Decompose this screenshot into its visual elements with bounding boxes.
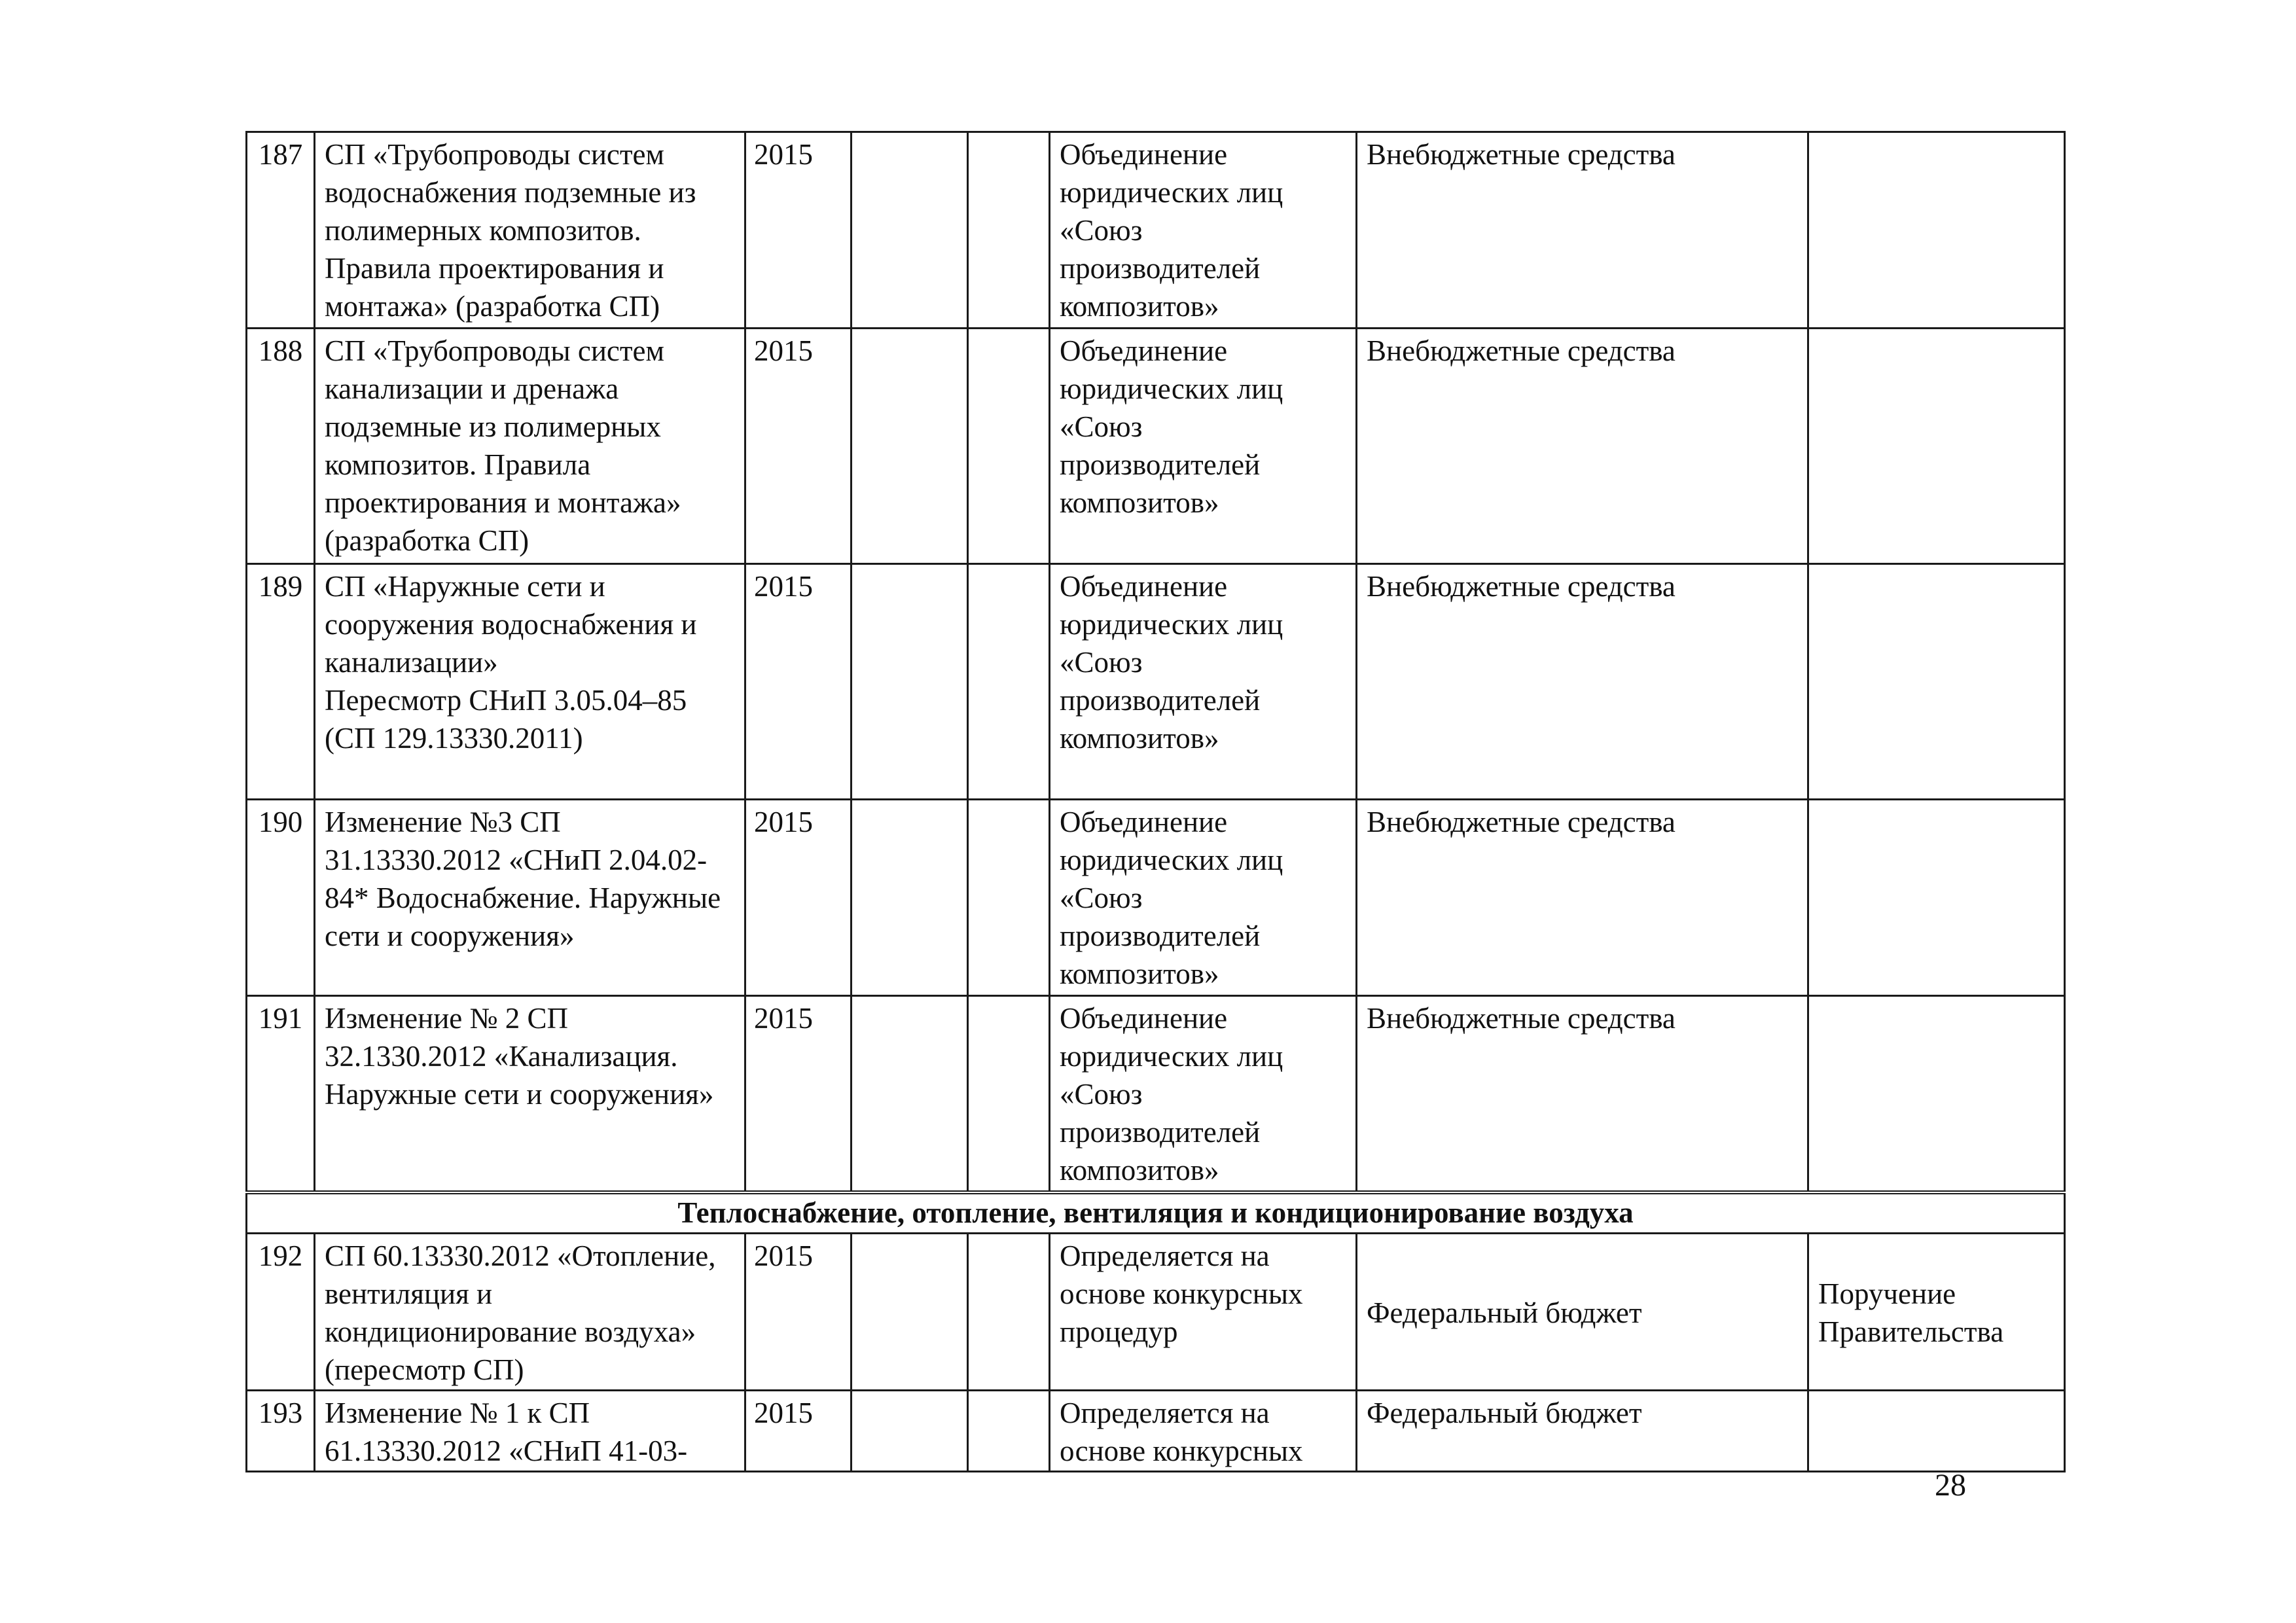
executor-line: производителей xyxy=(1060,448,1261,481)
empty-cell-5 xyxy=(968,1390,1050,1471)
document-title-line: 32.1330.2012 «Канализация. xyxy=(325,1040,678,1073)
executor-cell xyxy=(1050,1233,1357,1390)
executor-cell xyxy=(1050,800,1357,996)
table-row xyxy=(247,329,2065,564)
document-title-line: Наружные сети и сооружения» xyxy=(325,1078,714,1111)
table-row xyxy=(247,1390,2065,1471)
document-title xyxy=(315,1233,745,1390)
document-title-line: 31.13330.2012 «СНиП 2.04.02- xyxy=(325,844,708,876)
document-title-line: 61.13330.2012 «СНиП 41-03- xyxy=(325,1434,688,1467)
document-title-line: монтажа» (разработка СП) xyxy=(325,290,660,323)
funding-cell: Федеральный бюджет xyxy=(1357,1233,1808,1390)
year-cell: 2015 xyxy=(745,132,852,329)
row-number: 187 xyxy=(247,132,315,329)
executor-line: композитов» xyxy=(1060,290,1219,323)
note-line: Поручение xyxy=(1818,1277,1956,1310)
empty-cell-4 xyxy=(852,564,968,800)
document-title-line: Изменение № 1 к СП xyxy=(325,1396,590,1429)
executor-line: Объединение xyxy=(1060,138,1228,171)
funding-cell: Внебюджетные средства xyxy=(1357,564,1808,800)
year-cell: 2015 xyxy=(745,800,852,996)
executor-line: Объединение xyxy=(1060,570,1228,603)
document-title-line: кондиционирование воздуха» xyxy=(325,1315,696,1348)
document-title-line: (СП 129.13330.2011) xyxy=(325,722,583,755)
note-cell xyxy=(1808,996,2065,1192)
executor-line: композитов» xyxy=(1060,1154,1219,1186)
funding-cell: Внебюджетные средства xyxy=(1357,800,1808,996)
document-title-line: Изменение № 2 СП xyxy=(325,1002,568,1035)
empty-cell-5 xyxy=(968,132,1050,329)
document-title-line: полимерных композитов. xyxy=(325,214,641,247)
executor-line: основе конкурсных xyxy=(1060,1277,1303,1310)
document-title-line: водоснабжения подземные из xyxy=(325,176,696,209)
document-title-line: сооружения водоснабжения и xyxy=(325,608,697,641)
document-title-line: композитов. Правила xyxy=(325,448,591,481)
document-title-line: Правила проектирования и xyxy=(325,252,664,285)
executor-line: производителей xyxy=(1060,919,1261,952)
funding-cell: Внебюджетные средства xyxy=(1357,996,1808,1192)
executor-line: юридических лиц xyxy=(1060,844,1283,876)
note-cell xyxy=(1808,1233,2065,1390)
document-title xyxy=(315,564,745,800)
funding-cell: Внебюджетные средства xyxy=(1357,329,1808,564)
executor-line: «Союз xyxy=(1060,882,1143,914)
executor-line: Определяется на xyxy=(1060,1239,1270,1272)
executor-line: Объединение xyxy=(1060,334,1228,367)
row-number: 191 xyxy=(247,996,315,1192)
document-title-line: СП 60.13330.2012 «Отопление, xyxy=(325,1239,716,1272)
executor-line: композитов» xyxy=(1060,957,1219,990)
row-number: 188 xyxy=(247,329,315,564)
executor-line: композитов» xyxy=(1060,486,1219,519)
table-body xyxy=(247,132,2065,1472)
document-title xyxy=(315,132,745,329)
document-title-line: проектирования и монтажа» xyxy=(325,486,681,519)
document-title xyxy=(315,1390,745,1471)
table-row xyxy=(247,564,2065,800)
document-title-line: подземные из полимерных xyxy=(325,410,661,443)
year-cell: 2015 xyxy=(745,564,852,800)
executor-cell xyxy=(1050,996,1357,1192)
document-title-line: Изменение №3 СП xyxy=(325,806,561,838)
executor-line: процедур xyxy=(1060,1315,1178,1348)
note-line: Правительства xyxy=(1818,1315,2004,1348)
executor-line: юридических лиц xyxy=(1060,608,1283,641)
row-number: 193 xyxy=(247,1390,315,1471)
table-row xyxy=(247,800,2065,996)
row-number: 189 xyxy=(247,564,315,800)
executor-line: Объединение xyxy=(1060,1002,1228,1035)
executor-line: Определяется на xyxy=(1060,1396,1270,1429)
executor-line: композитов» xyxy=(1060,722,1219,755)
empty-cell-4 xyxy=(852,1233,968,1390)
executor-cell xyxy=(1050,132,1357,329)
document-title-line: Пересмотр СНиП 3.05.04–85 xyxy=(325,684,687,717)
document-title xyxy=(315,800,745,996)
document-title-line: СП «Трубопроводы систем xyxy=(325,334,664,367)
executor-line: Объединение xyxy=(1060,806,1228,838)
document-table xyxy=(245,131,2066,1472)
note-cell xyxy=(1808,564,2065,800)
empty-cell-5 xyxy=(968,329,1050,564)
executor-line: «Союз xyxy=(1060,646,1143,679)
note-cell xyxy=(1808,132,2065,329)
document-title-line: канализации» xyxy=(325,646,498,679)
document-title-line: сети и сооружения» xyxy=(325,919,575,952)
table-row xyxy=(247,996,2065,1192)
executor-line: производителей xyxy=(1060,252,1261,285)
row-number: 192 xyxy=(247,1233,315,1390)
table-row xyxy=(247,132,2065,329)
document-title-line: 84* Водоснабжение. Наружные xyxy=(325,882,721,914)
funding-cell: Внебюджетные средства xyxy=(1357,132,1808,329)
executor-line: «Союз xyxy=(1060,214,1143,247)
empty-cell-4 xyxy=(852,1390,968,1471)
empty-cell-4 xyxy=(852,329,968,564)
executor-line: производителей xyxy=(1060,684,1261,717)
year-cell: 2015 xyxy=(745,1233,852,1390)
executor-line: юридических лиц xyxy=(1060,176,1283,209)
year-cell: 2015 xyxy=(745,329,852,564)
note-cell xyxy=(1808,329,2065,564)
document-title xyxy=(315,996,745,1192)
document-title-line: СП «Наружные сети и xyxy=(325,570,605,603)
document-title xyxy=(315,329,745,564)
document-title-line: (пересмотр СП) xyxy=(325,1353,524,1386)
empty-cell-4 xyxy=(852,800,968,996)
empty-cell-5 xyxy=(968,996,1050,1192)
funding-cell: Федеральный бюджет xyxy=(1357,1390,1808,1471)
note-cell xyxy=(1808,1390,2065,1471)
year-cell: 2015 xyxy=(745,1390,852,1471)
empty-cell-4 xyxy=(852,132,968,329)
executor-cell xyxy=(1050,564,1357,800)
table-row xyxy=(247,1233,2065,1390)
note-cell xyxy=(1808,800,2065,996)
executor-line: основе конкурсных xyxy=(1060,1434,1303,1467)
executor-line: производителей xyxy=(1060,1116,1261,1149)
section-title: Теплоснабжение, отопление, вентиляция и кондиционирование воздуха xyxy=(247,1192,2065,1234)
page-number: 28 xyxy=(1935,1468,1966,1503)
empty-cell-5 xyxy=(968,800,1050,996)
empty-cell-5 xyxy=(968,1233,1050,1390)
year-cell: 2015 xyxy=(745,996,852,1192)
executor-cell xyxy=(1050,1390,1357,1471)
section-header-row xyxy=(247,1192,2065,1234)
document-title-line: канализации и дренажа xyxy=(325,372,619,405)
document-title-line: СП «Трубопроводы систем xyxy=(325,138,664,171)
executor-line: «Союз xyxy=(1060,1078,1143,1111)
executor-cell xyxy=(1050,329,1357,564)
executor-line: «Союз xyxy=(1060,410,1143,443)
empty-cell-4 xyxy=(852,996,968,1192)
document-title-line: (разработка СП) xyxy=(325,524,529,557)
executor-line: юридических лиц xyxy=(1060,1040,1283,1073)
document-title-line: вентиляция и xyxy=(325,1277,493,1310)
row-number: 190 xyxy=(247,800,315,996)
executor-line: юридических лиц xyxy=(1060,372,1283,405)
empty-cell-5 xyxy=(968,564,1050,800)
